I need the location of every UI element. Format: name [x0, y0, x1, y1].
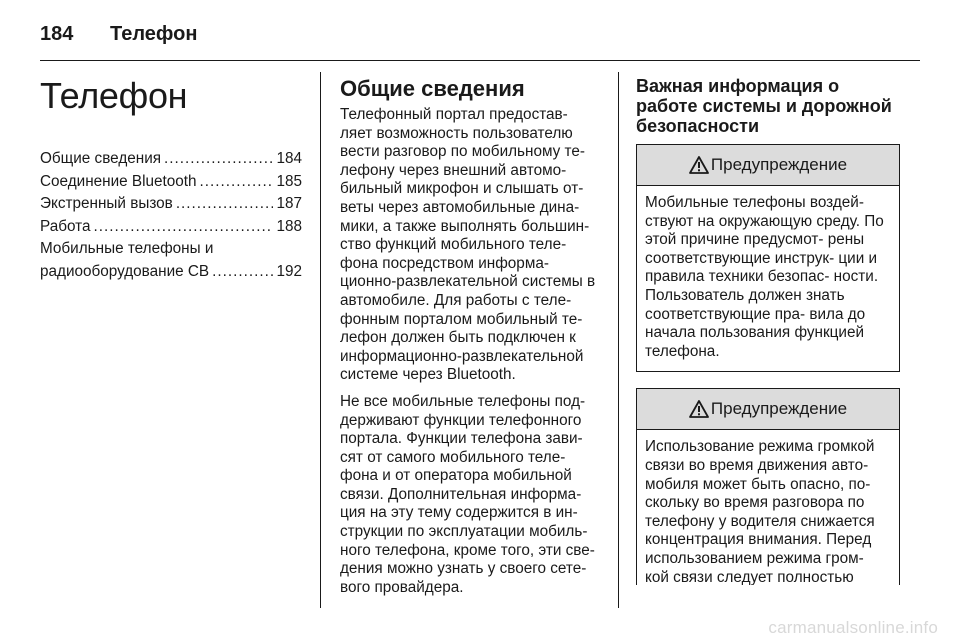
toc-item-label: Соединение Bluetooth	[40, 172, 197, 190]
toc-item-label: Общие сведения	[40, 150, 162, 167]
toc-item-page: 184	[276, 150, 302, 167]
toc-leader-dots	[176, 193, 274, 216]
section-title-safety: Важная информация о работе системы и дорожной безопасности	[636, 76, 892, 136]
toc-item[interactable]	[40, 238, 302, 283]
column-divider-1	[320, 72, 321, 608]
header-rule	[40, 60, 920, 61]
warning-label: Предупреждение	[710, 155, 848, 174]
warning-triangle-icon	[689, 400, 709, 418]
toc-item-page: 187	[276, 195, 302, 212]
warning-text: Использование режима громкой связи во время движения авто- мобиля может быть опасно, по- скольку во время разговора по телефону у водителя снижается концентрация внимания. Перед использованием режима гром- кой связи следует полностью	[645, 438, 875, 586]
toc-leader-dots	[200, 171, 274, 194]
toc-item[interactable]	[40, 193, 302, 216]
warning-box	[636, 388, 900, 585]
toc-item-label-line2: радиооборудование CB	[40, 262, 210, 280]
section-title-general: Общие сведения	[340, 76, 525, 101]
warning-triangle-icon	[689, 156, 709, 174]
general-paragraph-1: Телефонный портал предостав- ляет возможность пользователю вести разговор по мобильному те- лефону через внешний автомо- бильный микрофон и слышать от- веты через автомобильные дина- мики, а также выполнять большин- ство функций мобильного теле- фона посредством информа- ционно-развлекательной системы в автомобиле. Для работы с теле- фонным порталом мобильный те- лефон должен быть подключен к информационно-развлекательной системе через Bluetooth.	[340, 106, 596, 384]
toc-item-label: Работа	[40, 217, 91, 235]
watermark: carmanualsonline.info	[768, 618, 938, 637]
toc-item[interactable]	[40, 216, 302, 239]
warning-header	[637, 389, 899, 430]
toc-item-page: 185	[276, 172, 302, 190]
table-of-contents	[40, 148, 302, 283]
toc-leader-dots	[93, 216, 273, 239]
toc-item[interactable]	[40, 148, 302, 171]
chapter-title: Телефон	[40, 75, 188, 116]
toc-item[interactable]	[40, 171, 302, 194]
safety-column	[636, 76, 900, 601]
toc-item-label-line1: Мобильные телефоны и	[40, 240, 214, 257]
warning-text: Мобильные телефоны воздей- ствуют на окружающую среду. По этой причине предусмот- рены соответствующие инструк- ции и правила техники безопас- ности. Пользователь должен знать соответствующие пра- вила до начала пользования функцией телефона.	[645, 194, 884, 360]
general-info-column	[340, 76, 602, 605]
warning-box	[636, 144, 900, 372]
page-number: 184	[40, 22, 74, 45]
page-header	[40, 14, 197, 54]
toc-item-page: 192	[276, 262, 302, 280]
toc-leader-dots	[164, 148, 273, 171]
general-paragraph-2: Не все мобильные телефоны под- держивают функции телефонного портала. Функции телефона зави- сят от самого мобильного теле- фона и от оператора мобильной связи. Дополнительная информа- ция на эту тему содержится в ин- струкции по эксплуатации мобиль- ного телефона, кроме того, эти све- дения можно узнать у своего сете- вого провайдера.	[340, 392, 595, 596]
toc-item-page: 188	[276, 217, 302, 235]
chapter-column	[40, 76, 302, 283]
running-title: Телефон	[110, 22, 198, 45]
warning-label: Предупреждение	[710, 399, 848, 419]
toc-leader-dots	[212, 261, 273, 284]
column-divider-2	[618, 72, 619, 608]
toc-item-label: Экстренный вызов	[40, 195, 173, 212]
warning-header	[637, 145, 899, 186]
